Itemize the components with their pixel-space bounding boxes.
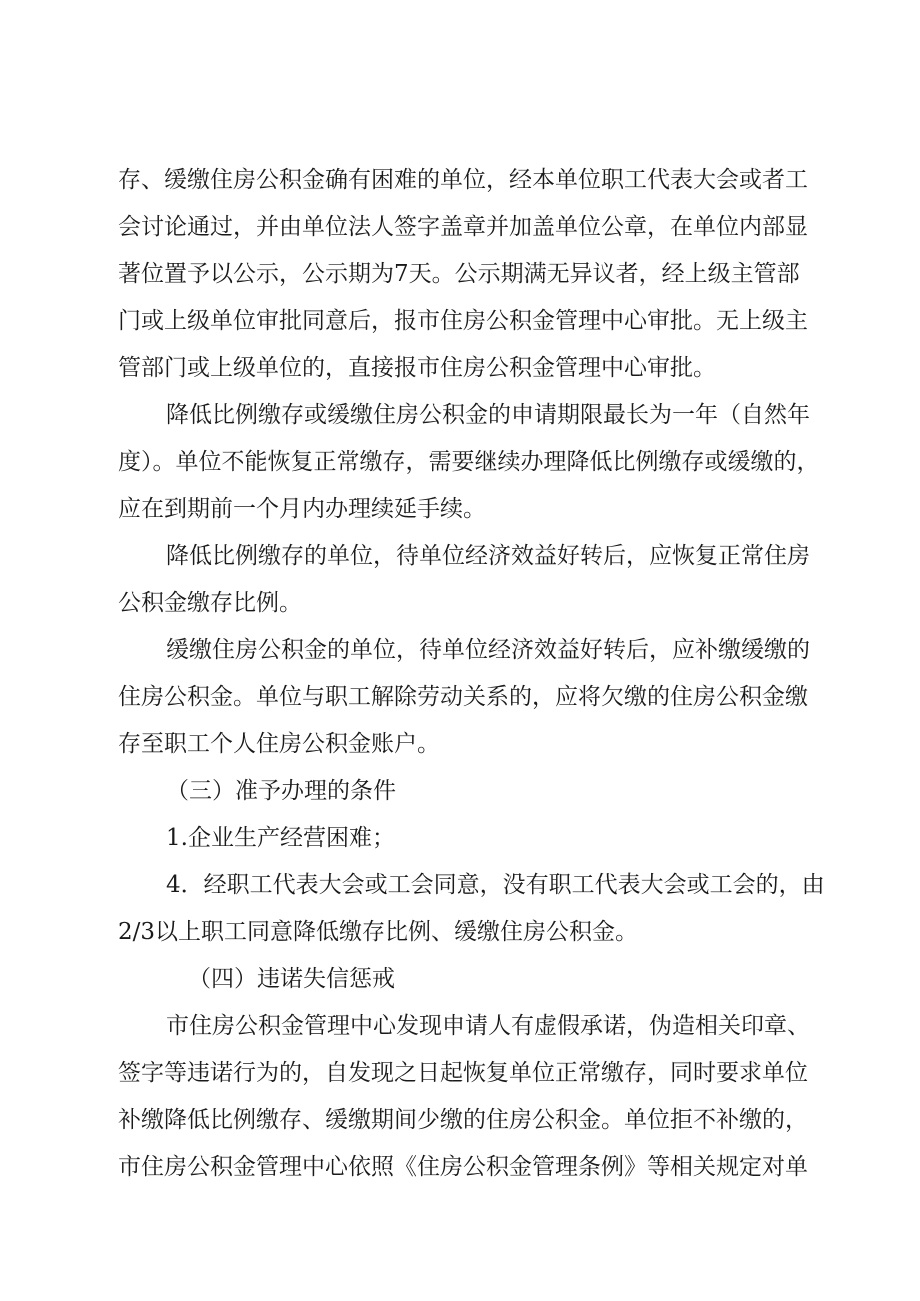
text-line: 缓缴住房公积金的单位，待单位经济效益好转后，应补缴缓缴的 <box>166 637 810 663</box>
text-line: 市住房公积金管理中心发现申请人有虚假承诺，伪造相关印章、 <box>166 1013 810 1039</box>
text-line: 著位置予以公示，公示期为7天。公示期满无异议者，经上级主管部 <box>118 261 800 287</box>
text-line: 市住房公积金管理中心依照《住房公积金管理条例》等相关规定对单 <box>118 1154 808 1180</box>
text-line: 存至职工个人住房公积金账户。 <box>118 731 440 757</box>
text-line: 门或上级单位审批同意后，报市住房公积金管理中心审批。无上级主 <box>118 308 808 334</box>
text-line: 2/3以上职工同意降低缴存比例、缓缴住房公积金。 <box>118 919 639 945</box>
text-line: 公积金缴存比例。 <box>118 590 302 616</box>
text-line: 会讨论通过，并由单位法人签字盖章并加盖单位公章，在单位内部显 <box>118 214 808 240</box>
text-line: 4．经职工代表大会或工会同意，没有职工代表大会或工会的，由 <box>166 872 825 898</box>
text-line: 签字等违诺行为的，自发现之日起恢复单位正常缴存，同时要求单位 <box>118 1060 808 1086</box>
section-heading: （三）准予办理的条件 <box>166 778 396 804</box>
section-heading: （四）违诺失信惩戒 <box>188 966 395 992</box>
text-line: 降低比例缴存或缓缴住房公积金的申请期限最长为一年（自然年 <box>166 402 810 428</box>
text-line: 降低比例缴存的单位，待单位经济效益好转后，应恢复正常住房 <box>166 543 810 569</box>
text-line: 存、缓缴住房公积金确有困难的单位，经本单位职工代表大会或者工 <box>118 167 808 193</box>
text-line: 度）。单位不能恢复正常缴存，需要继续办理降低比例缴存或缓缴的， <box>118 449 820 475</box>
text-line: 补缴降低比例缴存、缓缴期间少缴的住房公积金。单位拒不补缴的， <box>118 1107 808 1133</box>
text-line: 1.企业生产经营困难； <box>166 825 395 851</box>
text-line: 应在到期前一个月内办理续延手续。 <box>118 496 486 522</box>
text-line: 管部门或上级单位的，直接报市住房公积金管理中心审批。 <box>118 355 716 381</box>
text-line: 住房公积金。单位与职工解除劳动关系的，应将欠缴的住房公积金缴 <box>118 684 808 710</box>
